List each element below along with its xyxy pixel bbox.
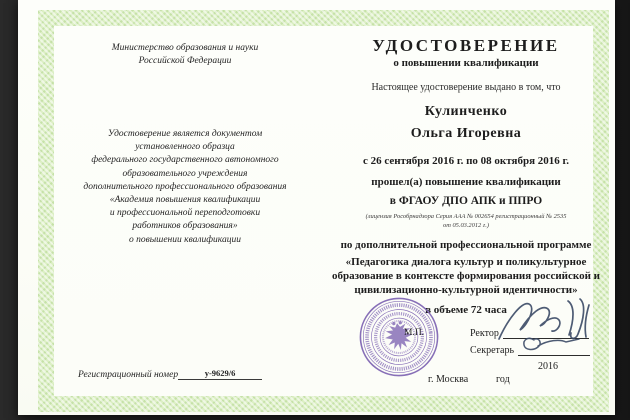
training-period: с 26 сентября 2016 г. по 08 октября 2016 г. [362, 155, 570, 167]
registration-number-row [78, 368, 262, 380]
document-description [45, 128, 325, 247]
program-title-line: «Педагогика диалога культур и поликультурное [345, 256, 587, 268]
issued-statement: Настоящее удостоверение выдано в том, что [371, 82, 561, 93]
about-line: и профессиональной переподготовки [109, 208, 261, 219]
about-line: образовательного учреждения [122, 168, 248, 179]
ministry-header [45, 42, 325, 68]
certificate-subtitle: о повышении квалификации [393, 57, 539, 69]
registration-label: Регистрационный номер [78, 370, 179, 380]
about-line: «Академия повышения квалификации [109, 195, 261, 206]
right-page-column [316, 0, 616, 316]
issue-year-value: 2016 [538, 361, 558, 372]
completed-statement: прошел(а) повышение квалификации [371, 176, 561, 188]
secretary-signature-icon [520, 332, 582, 356]
about-line: федерального государственного автономного [91, 155, 279, 166]
about-line: о повышении квалификации [128, 234, 241, 245]
institution-name: в ФГАОУ ДПО АПК и ППРО [389, 195, 543, 207]
program-volume: в объеме 72 часа [425, 304, 507, 316]
issue-city: г. Москва [428, 374, 469, 385]
holder-last-name: Кулинченко [424, 104, 508, 119]
certificate-page [18, 0, 615, 415]
left-page-column [45, 0, 325, 247]
certificate-title: УДОСТОВЕРЕНИЕ [372, 36, 560, 55]
program-title [316, 255, 616, 297]
program-intro: по дополнительной профессиональной программе [340, 239, 592, 251]
license-line-2: от 05.03.2012 г.) [443, 222, 489, 229]
about-line: Удостоверение является документом [107, 129, 263, 139]
about-line: установленного образца [135, 142, 235, 153]
about-line: работников образования» [132, 221, 238, 232]
license-line-1: (лицензия Рособрнадзора Серия ААА № 002654 регистрационный № 2535 [365, 213, 567, 220]
secretary-label: Секретарь [470, 345, 515, 356]
ministry-line-1: Министерство образования и науки [111, 43, 259, 53]
about-line: дополнительного профессионального образования [83, 181, 287, 192]
issue-year-label: год [496, 374, 510, 385]
seal-placeholder-label: М.П. [404, 328, 425, 338]
rector-label: Ректор [470, 328, 499, 339]
official-round-stamp-icon [353, 291, 446, 384]
registration-value: у-9629/6 [178, 368, 262, 380]
program-title-line: образование в контексте формирования российской и [331, 270, 601, 282]
holder-first-name: Ольга Игоревна [410, 126, 522, 141]
ministry-line-2: Российской Федерации [138, 56, 232, 66]
program-title-line: цивилизационно-культурной идентичности» [354, 284, 578, 296]
